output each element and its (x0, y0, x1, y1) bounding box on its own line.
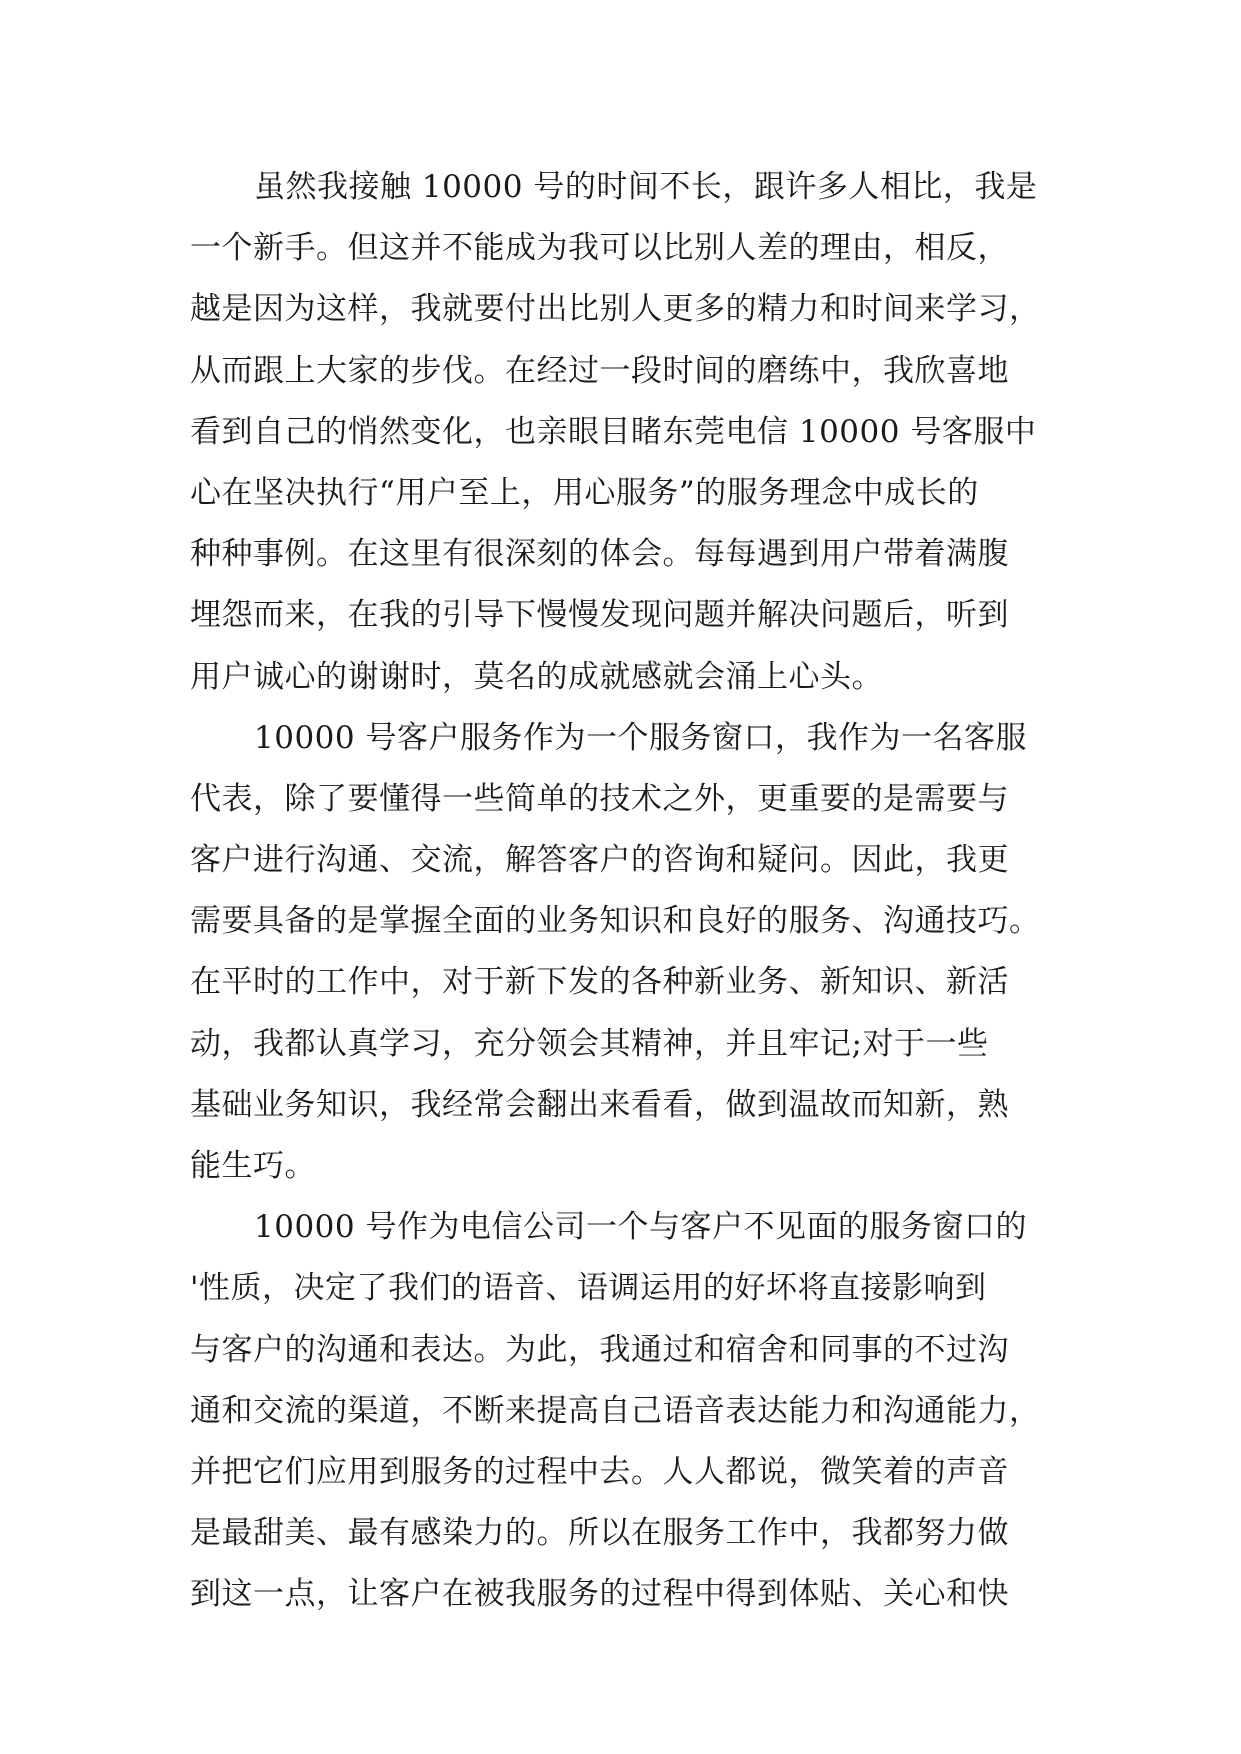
text-line: 虽然我接触 10000 号的时间不长，跟许多人相比，我是 (254, 169, 1038, 205)
text-line: 并把它们应用到服务的过程中去。人人都说，微笑着的声音 (190, 1453, 1009, 1490)
text-line: 与客户的沟通和表达。为此，我通过和宿舍和同事的不过沟 (190, 1331, 1009, 1368)
document-body-text (190, 157, 1090, 1626)
text-line: 种种事例。在这里有很深刻的体会。每每遇到用户带着满腹 (190, 536, 1009, 573)
text-line: 埋怨而来，在我的引导下慢慢发现问题并解决问题后，听到 (190, 597, 1009, 634)
text-line: 10000 号作为电信公司一个与客户不见面的服务窗口的 (254, 1209, 1027, 1246)
text-line: 代表，除了要懂得一些简单的技术之外，更重要的是需要与 (190, 780, 1009, 817)
text-line: 动，我都认真学习，充分领会其精神，并且牢记;对于一些 (190, 1025, 989, 1062)
text-line: '性质，决定了我们的语音、语调运用的好坏将直接影响到 (190, 1270, 987, 1307)
text-line: 从而跟上大家的步伐。在经过一段时间的磨练中，我欣喜地 (190, 352, 1009, 389)
text-line: 是最甜美、最有感染力的。所以在服务工作中，我都努力做 (190, 1515, 1009, 1552)
text-line: 通和交流的渠道，不断来提高自己语音表达能力和沟通能力， (190, 1392, 1041, 1429)
text-line: 10000 号客户服务作为一个服务窗口，我作为一名客服 (254, 719, 1027, 756)
text-line: 需要具备的是掌握全面的业务知识和良好的服务、沟通技巧。 (190, 903, 1041, 940)
text-line: 越是因为这样，我就要付出比别人更多的精力和时间来学习， (190, 291, 1041, 328)
text-line: 用户诚心的谢谢时，莫名的成就感就会涌上心头。 (190, 658, 883, 695)
text-line: 能生巧。 (190, 1148, 316, 1184)
text-line: 一个新手。但这并不能成为我可以比别人差的理由，相反， (190, 230, 1009, 267)
text-line: 心在坚决执行“用户至上，用心服务”的服务理念中成长的 (190, 474, 979, 511)
text-line: 到这一点，让客户在被我服务的过程中得到体贴、关心和快 (190, 1576, 1009, 1613)
text-line: 客户进行沟通、交流，解答客户的咨询和疑问。因此，我更 (190, 842, 1009, 879)
text-line: 看到自己的悄然变化，也亲眼目睹东莞电信 10000 号客服中 (190, 413, 1037, 450)
text-line: 在平时的工作中，对于新下发的各种新业务、新知识、新活 (190, 964, 1009, 1001)
text-line: 基础业务知识，我经常会翻出来看看，做到温故而知新，熟 (190, 1086, 1009, 1123)
